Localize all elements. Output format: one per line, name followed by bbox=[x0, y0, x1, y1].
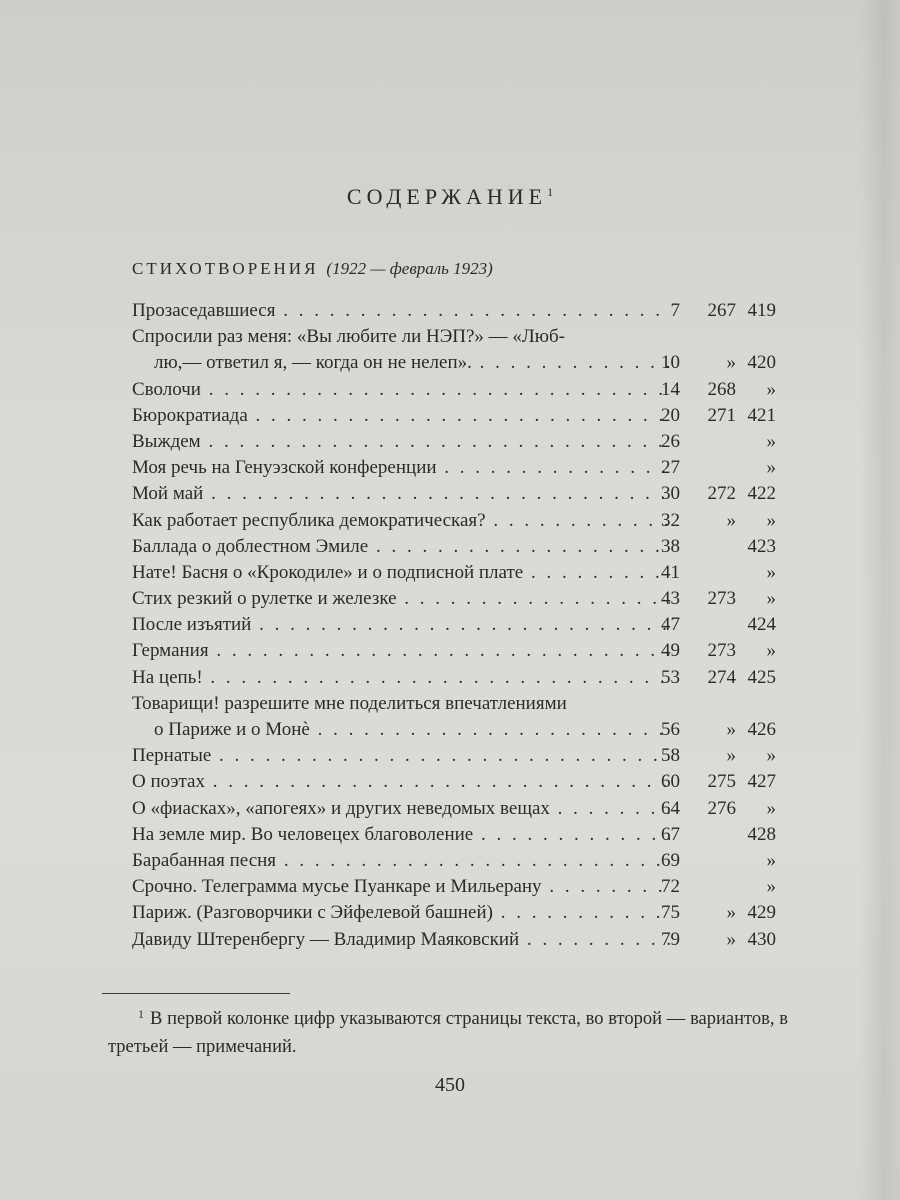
page-variants-number: 273 bbox=[707, 588, 736, 610]
toc-entry-title: Спросили раз меня: «Вы любите ли НЭП?» — «Люб- bbox=[132, 326, 565, 348]
page-text-number: 32 bbox=[661, 509, 680, 531]
toc-entry bbox=[132, 586, 802, 612]
toc-entry bbox=[132, 429, 802, 455]
page-notes-number: » bbox=[766, 509, 776, 531]
page-variants-number: 267 bbox=[707, 300, 736, 321]
page-notes-number: 426 bbox=[747, 719, 776, 740]
toc-entry bbox=[132, 796, 802, 822]
page-notes-number: 425 bbox=[747, 666, 776, 688]
page-text-number: 20 bbox=[661, 404, 680, 426]
toc-entry bbox=[132, 769, 802, 795]
toc-entry-title: На цепь! . . . bbox=[132, 665, 670, 691]
page-notes-number: » bbox=[766, 640, 776, 662]
page-text-number: 26 bbox=[661, 430, 680, 452]
toc-entry bbox=[132, 665, 802, 691]
page-variants-number: » bbox=[726, 745, 736, 767]
page-notes-number: » bbox=[766, 797, 776, 819]
toc-entry-continuation bbox=[132, 717, 802, 743]
page-notes-number: » bbox=[766, 430, 776, 452]
toc-entry-title: Как работает республика демократическая? . . . bbox=[132, 508, 670, 534]
page-text-number: 79 bbox=[661, 928, 680, 950]
toc-entry-title: О поэтах . . . bbox=[132, 769, 670, 795]
toc-entry bbox=[132, 377, 802, 403]
toc-entry-title-continued: лю,— ответил я, — когда он не нелеп». . . . bbox=[154, 350, 670, 376]
toc-entry bbox=[132, 534, 802, 560]
toc-entry bbox=[132, 324, 802, 350]
page-notes-number: 427 bbox=[747, 771, 776, 793]
table-of-contents bbox=[132, 298, 802, 953]
page-variants-number: » bbox=[726, 902, 736, 924]
toc-entry bbox=[132, 403, 802, 429]
toc-entry bbox=[132, 508, 802, 534]
toc-entry bbox=[132, 455, 802, 481]
contents-heading-text: СОДЕРЖАНИЕ bbox=[346, 184, 548, 209]
page-variants-number: » bbox=[726, 719, 736, 740]
page-notes-number: 430 bbox=[747, 928, 776, 950]
toc-entry-title: На земле мир. Во человецех благоволение . . . bbox=[132, 822, 670, 848]
page-text-number: 53 bbox=[661, 666, 680, 688]
page-notes-number: » bbox=[766, 378, 776, 400]
page-notes-number: 420 bbox=[747, 352, 776, 374]
page-notes-number: 422 bbox=[747, 483, 776, 505]
toc-entry-continuation bbox=[132, 350, 802, 376]
footnote-mark: 1 bbox=[138, 1007, 144, 1021]
page-number: 450 bbox=[435, 1074, 465, 1096]
toc-entry bbox=[132, 560, 802, 586]
toc-entry bbox=[132, 481, 802, 507]
toc-entry-title: О «фиасках», «апогеях» и других неведомых вещах . . . bbox=[132, 796, 670, 822]
toc-entry bbox=[132, 874, 802, 900]
toc-entry-title: Баллада о доблестном Эмиле . . . bbox=[132, 534, 670, 560]
page-notes-number: 423 bbox=[747, 535, 776, 557]
page-text-number: 69 bbox=[661, 849, 680, 871]
page-variants-number: 274 bbox=[707, 666, 736, 688]
toc-entry-title: Стих резкий о рулетке и железке . . . bbox=[132, 586, 670, 612]
page-text-number: 10 bbox=[661, 352, 680, 374]
page-text-number: 41 bbox=[661, 561, 680, 583]
page-notes-number: 428 bbox=[747, 823, 776, 845]
page-variants-number: 273 bbox=[707, 640, 736, 662]
toc-entry bbox=[132, 848, 802, 874]
toc-entry bbox=[132, 612, 802, 638]
toc-entry bbox=[132, 927, 802, 953]
toc-entry-title: Срочно. Телеграмма мусье Пуанкаре и Мильерану . . . bbox=[132, 874, 670, 900]
section-heading bbox=[132, 257, 493, 281]
page-text-number: 49 bbox=[661, 640, 680, 662]
toc-entry-title-continued: о Париже и о Монè . . . bbox=[154, 717, 670, 743]
toc-entry bbox=[132, 900, 802, 926]
page-variants-number: » bbox=[726, 928, 736, 950]
page-text-number: 30 bbox=[661, 483, 680, 505]
page-variants-number: » bbox=[726, 509, 736, 531]
page-variants-number: 275 bbox=[707, 771, 736, 793]
contents-heading bbox=[0, 178, 900, 211]
page-variants-number: 268 bbox=[707, 378, 736, 400]
page-notes-number: » bbox=[766, 457, 776, 479]
page-text-number: 27 bbox=[661, 457, 680, 479]
toc-entry-title: Мой май . . . bbox=[132, 481, 670, 507]
page-text-number: 60 bbox=[661, 771, 680, 793]
page-notes-number: » bbox=[766, 561, 776, 583]
toc-entry-title: Германия . . . bbox=[132, 638, 670, 664]
page-notes-number: 421 bbox=[747, 404, 776, 426]
toc-entry-title: Товарищи! разрешите мне поделиться впечатлениями bbox=[132, 692, 567, 714]
page-variants-number: » bbox=[726, 352, 736, 374]
toc-entry-title: Моя речь на Генуэзской конференции . . . bbox=[132, 455, 670, 481]
toc-entry-title: Давиду Штеренбергу — Владимир Маяковский . . . bbox=[132, 927, 670, 953]
page-variants-number: 272 bbox=[707, 483, 736, 505]
toc-entry-title: Барабанная песня . . . bbox=[132, 848, 670, 874]
section-years: (1922 — февраль 1923) bbox=[326, 259, 493, 278]
page-text-number: 58 bbox=[661, 745, 680, 767]
toc-entry-title: Нате! Басня о «Крокодиле» и о подписной плате . . . bbox=[132, 560, 670, 586]
toc-entry-title: Прозаседавшиеся . . . bbox=[132, 298, 670, 324]
footnote-rule bbox=[102, 993, 290, 994]
page-text-number: 7 bbox=[670, 300, 680, 321]
page-notes-number: 419 bbox=[747, 300, 776, 321]
toc-entry-title: Бюрократиада . . . bbox=[132, 403, 670, 429]
page-notes-number: » bbox=[766, 745, 776, 767]
page-text-number: 67 bbox=[661, 823, 680, 845]
page-text-number: 47 bbox=[661, 614, 680, 636]
page-notes-number: » bbox=[766, 588, 776, 610]
toc-entry-title: Пернатые . . . bbox=[132, 743, 670, 769]
footnote-reference-mark: 1 bbox=[547, 185, 554, 199]
page-text-number: 38 bbox=[661, 535, 680, 557]
toc-entry bbox=[132, 691, 802, 717]
footnote-text: В первой колонке цифр указываются страницы текста, во второй — вариантов, в третьей — примечаний. bbox=[108, 1009, 788, 1057]
page-notes-number: 429 bbox=[747, 902, 776, 924]
page-notes-number: » bbox=[766, 876, 776, 898]
toc-entry-title: Выждем . . . bbox=[132, 429, 670, 455]
page-text-number: 72 bbox=[661, 876, 680, 898]
page-text-number: 14 bbox=[661, 378, 680, 400]
toc-entry-title: Париж. (Разговорчики с Эйфелевой башней) . . . bbox=[132, 900, 670, 926]
page-text-number: 64 bbox=[661, 797, 680, 819]
toc-entry bbox=[132, 638, 802, 664]
page-notes-number: » bbox=[766, 849, 776, 871]
page-variants-number: 276 bbox=[707, 797, 736, 819]
page-variants-number: 271 bbox=[707, 404, 736, 426]
toc-entry-title: Сволочи . . . bbox=[132, 377, 670, 403]
toc-entry bbox=[132, 822, 802, 848]
section-title: СТИХОТВОРЕНИЯ bbox=[132, 259, 319, 278]
toc-entry-title: После изъятий . . . bbox=[132, 612, 670, 638]
toc-entry bbox=[132, 743, 802, 769]
page-text-number: 43 bbox=[661, 588, 680, 610]
toc-entry bbox=[132, 298, 802, 324]
page-text-number: 56 bbox=[661, 719, 680, 740]
footnote bbox=[108, 1000, 788, 1061]
page-text-number: 75 bbox=[661, 902, 680, 924]
page-notes-number: 424 bbox=[747, 614, 776, 636]
